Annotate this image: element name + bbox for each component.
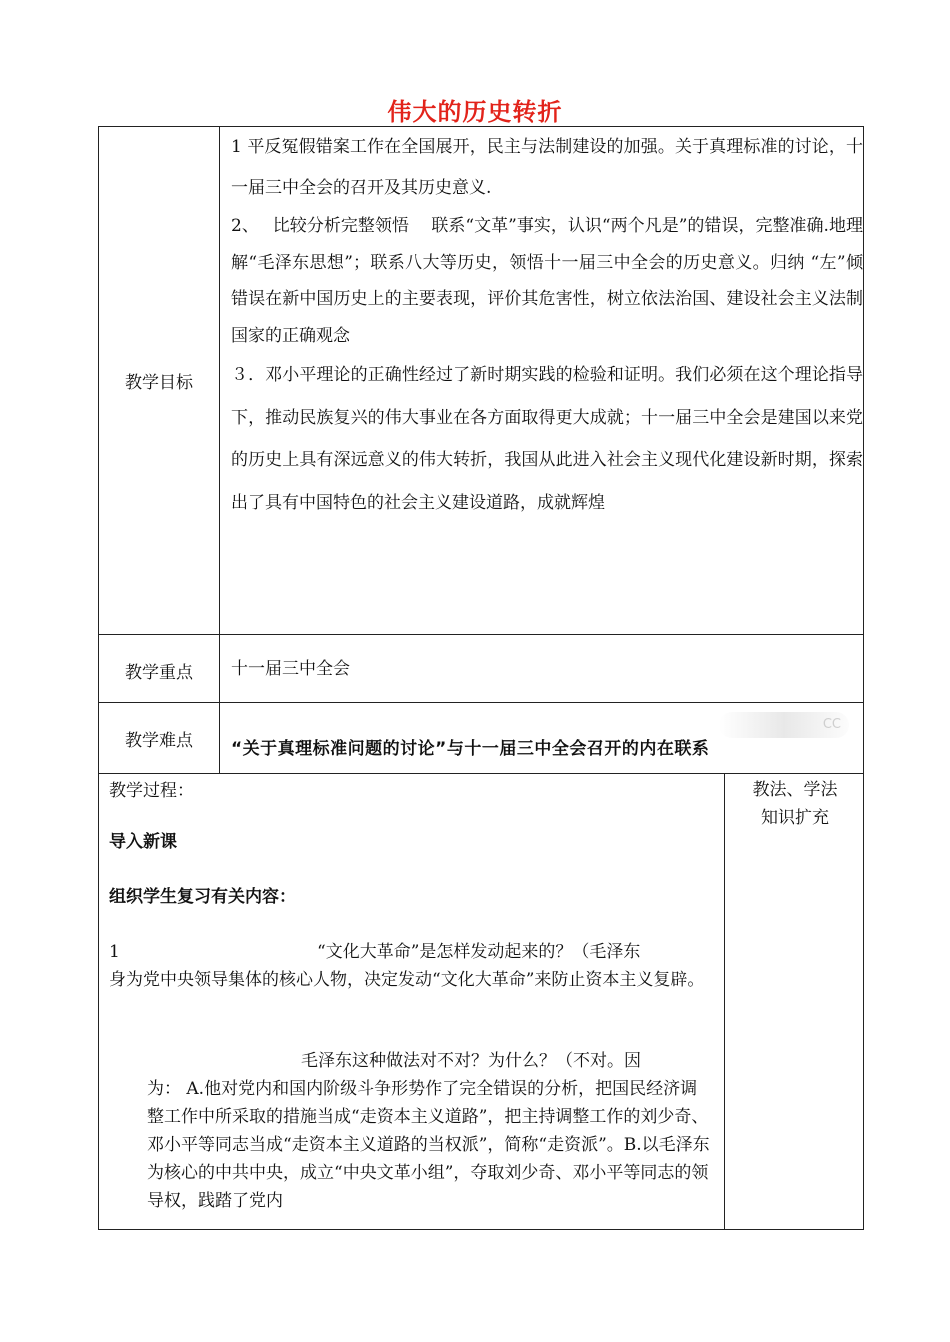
intro-heading: 导入新课 [109, 832, 177, 852]
goal-content [231, 127, 863, 524]
column-divider [724, 773, 725, 1229]
column-divider [219, 127, 220, 773]
goal-item-3: ３．邓小平理论的正确性经过了新时期实践的检验和证明。我们必须在这个理论指导下，推动民族复兴的伟大事业在各方面取得更大成就；十一届三中全会是建国以来党的历史上具有深远意义的伟大转折，我国从此进入社会主义现代化建设新时期，探索出了具有中国特色的社会主义建设道路，成就辉煌 [231, 365, 863, 513]
method-heading: 教法、学法 [752, 780, 838, 800]
difficulty-content: “关于真理标准问题的讨论”与十一届三中全会召开的内在联系 [231, 739, 710, 759]
watermark: CC [719, 712, 849, 738]
row-divider [99, 773, 863, 774]
question-2-first-line: 毛泽东这种做法对不对？为什么？（不对。因 [301, 1051, 641, 1071]
question-1-number: 1 [109, 942, 120, 962]
review-heading: 组织学生复习有关内容： [109, 887, 296, 907]
goal-label: 教学目标 [125, 373, 193, 393]
row-divider [99, 702, 863, 703]
question-2-body: 为： A.他对党内和国内阶级斗争形势作了完全错误的分析，把国民经济调整工作中所采取的措施当成“走资本主义道路”，把主持调整工作的刘少奇、邓小平等同志当成“走资本主义道路的当权派”，简称“走资派”。B.以毛泽东为核心的中共中央，成立“中央文革小组”，夺取刘少奇、邓小平等同志的领导权，践踏了党内 [147, 1079, 710, 1211]
extension-heading: 知识扩充 [761, 808, 829, 828]
key-label: 教学重点 [125, 663, 193, 683]
page-title: 伟大的历史转折 [387, 98, 563, 126]
question-1-text: “文化大革命”是怎样发动起来的？（毛泽东 [317, 942, 641, 962]
difficulty-label: 教学难点 [125, 731, 193, 751]
lesson-plan-table [98, 126, 864, 1230]
process-heading: 教学过程： [109, 781, 194, 801]
question-1-continued: 身为党中央领导集体的核心人物，决定发动“文化大革命”来防止资本主义复辟。 [109, 970, 705, 990]
goal-item-1: 1 平反冤假错案工作在全国展开，民主与法制建设的加强。关于真理标准的讨论，十一届三中全会的召开及其历史意义. [231, 137, 863, 198]
key-content: 十一届三中全会 [231, 659, 350, 679]
goal-item-2: 2、 比较分析完整领悟 联系“文革”事实，认识“两个凡是”的错误，完整准确.地理解“毛泽东思想”；联系八大等历史，领悟十一届三中全会的历史意义。归纳 “左”倾错误在新中国历史上的主要表现，评价其危害性，树立依法治国、建设社会主义法制国家的正确观念 [231, 216, 863, 346]
row-divider [99, 634, 863, 635]
